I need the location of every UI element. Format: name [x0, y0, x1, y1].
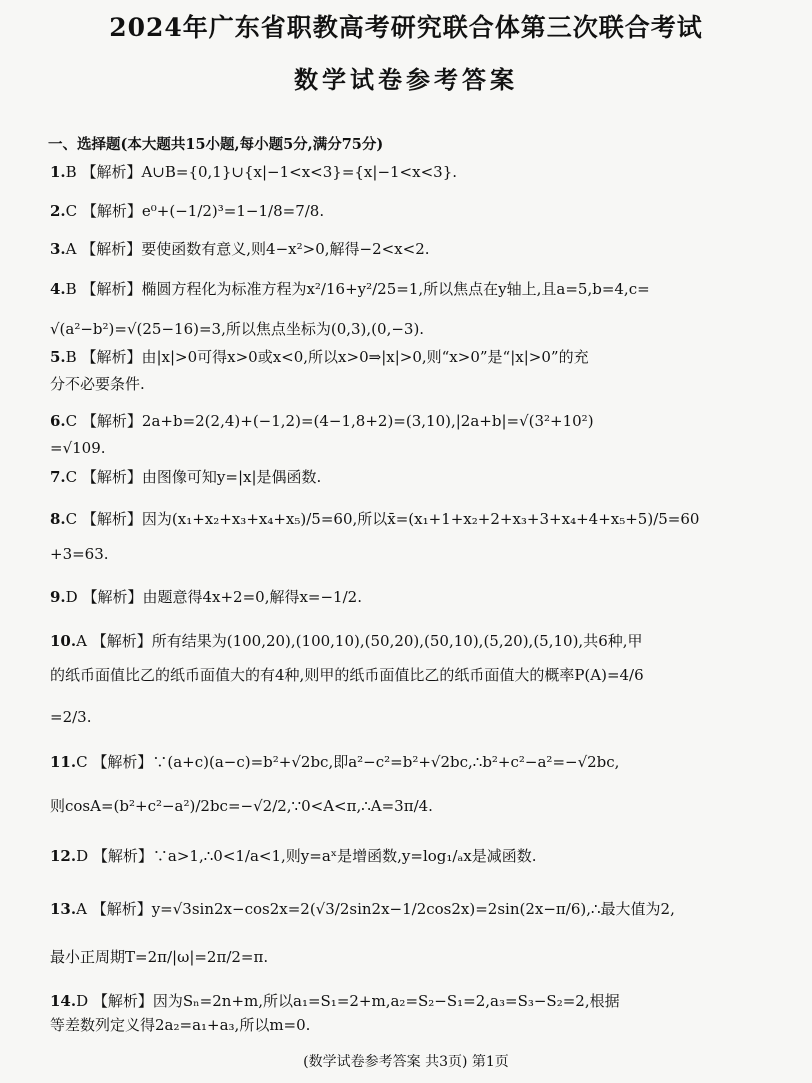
document-title: 2024年广东省职教高考研究联合体第三次联合考试	[109, 13, 703, 42]
answer-item-10: 10.A 【解析】所有结果为(100,20),(100,10),(50,20),(50,10),(5,20),(5,10),共6种,甲	[50, 632, 643, 650]
answer-item-10-cont1: 的纸币面值比乙的纸币面值大的有4种,则甲的纸币面值比乙的纸币面值大的概率P(A)=4/6	[50, 666, 644, 684]
answer-item-11-cont: 则cosA=(b²+c²−a²)/2bc=−√2/2,∵0<A<π,∴A=3π/4.	[50, 797, 433, 815]
answer-item-9: 9.D 【解析】由题意得4x+2=0,解得x=−1/2.	[50, 588, 362, 606]
answer-item-6: 6.C 【解析】2a+b=2(2,4)+(−1,2)=(4−1,8+2)=(3,10),|2a+b|=√(3²+10²)	[50, 412, 594, 430]
answer-item-13: 13.A 【解析】y=√3sin2x−cos2x=2(√3/2sin2x−1/2cos2x)=2sin(2x−π/6),∴最大值为2,	[50, 900, 675, 918]
answer-item-3: 3.A 【解析】要使函数有意义,则4−x²>0,解得−2<x<2.	[50, 240, 430, 258]
answer-item-5: 5.B 【解析】由|x|>0可得x>0或x<0,所以x>0⇒|x|>0,则“x>0”是“|x|>0”的充	[50, 348, 589, 366]
page-footer: (数学试卷参考答案 共3页) 第1页	[303, 1054, 509, 1070]
answer-item-7: 7.C 【解析】由图像可知y=|x|是偶函数.	[50, 468, 322, 486]
section-heading: 一、选择题(本大题共15小题,每小题5分,满分75分)	[48, 136, 384, 153]
answer-item-1: 1.B 【解析】A∪B={0,1}∪{x|−1<x<3}={x|−1<x<3}.	[50, 163, 458, 181]
answer-item-4: 4.B 【解析】椭圆方程化为标准方程为x²/16+y²/25=1,所以焦点在y轴上,且a=5,b=4,c=	[50, 280, 650, 298]
answer-item-10-cont2: =2/3.	[50, 708, 92, 726]
answer-item-5-cont: 分不必要条件.	[50, 375, 145, 393]
answer-item-12: 12.D 【解析】∵a>1,∴0<1/a<1,则y=aˣ是增函数,y=log₁/ₐx是减函数.	[50, 847, 537, 865]
answer-item-14: 14.D 【解析】因为Sₙ=2n+m,所以a₁=S₁=2+m,a₂=S₂−S₁=2,a₃=S₃−S₂=2,根据	[50, 992, 620, 1010]
answer-item-8: 8.C 【解析】因为(x₁+x₂+x₃+x₄+x₅)/5=60,所以x̄=(x₁+1+x₂+2+x₃+3+x₄+4+x₅+5)/5=60	[50, 510, 700, 528]
answer-item-8-cont: +3=63.	[50, 545, 109, 563]
answer-item-2: 2.C 【解析】e⁰+(−1/2)³=1−1/8=7/8.	[50, 202, 325, 220]
answer-item-13-cont: 最小正周期T=2π/|ω|=2π/2=π.	[50, 948, 269, 966]
answer-item-4-cont: √(a²−b²)=√(25−16)=3,所以焦点坐标为(0,3),(0,−3).	[50, 320, 425, 338]
answer-item-6-cont: =√109.	[50, 439, 106, 457]
answer-item-14-cont: 等差数列定义得2a₂=a₁+a₃,所以m=0.	[50, 1016, 311, 1034]
answer-item-11: 11.C 【解析】∵(a+c)(a−c)=b²+√2bc,即a²−c²=b²+√2bc,∴b²+c²−a²=−√2bc,	[50, 753, 620, 771]
document-subtitle: 数学试卷参考答案	[294, 65, 518, 94]
